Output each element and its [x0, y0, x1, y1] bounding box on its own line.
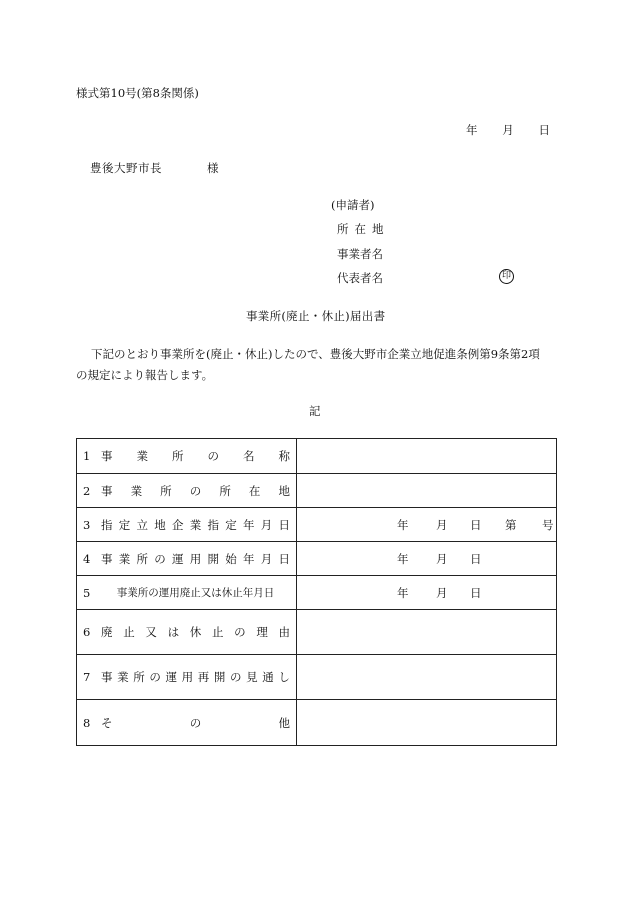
row-label [101, 669, 290, 685]
table-row [77, 700, 557, 746]
value-month: 月 [436, 551, 448, 566]
table-row [77, 610, 557, 655]
document-title: 事業所(廃止・休止)届出書 [246, 309, 386, 323]
label-char: 指 [101, 517, 113, 532]
table-row [77, 474, 557, 508]
row-label [101, 517, 290, 533]
table-row [77, 655, 557, 700]
label-char: の [207, 449, 219, 463]
value-dai: 第 [505, 517, 517, 532]
applicant-representative-label: 代表者名 [337, 271, 383, 285]
row-number: 6 [83, 625, 91, 639]
ki-heading: 記 [309, 404, 321, 418]
row-label [101, 624, 290, 640]
row-label [101, 448, 290, 464]
label-char: 所 [219, 483, 231, 498]
row-number: 1 [83, 449, 91, 463]
row-value-cell[interactable] [297, 508, 557, 542]
label-char: 開 [207, 551, 219, 566]
date-day: 日 [538, 123, 550, 137]
label-char: 他 [278, 715, 290, 730]
row-label [101, 551, 290, 567]
label-char: 止 [123, 625, 135, 639]
row-label-cell [77, 700, 297, 746]
label-char: の [189, 715, 202, 730]
label-char: 用 [181, 670, 194, 684]
label-char: 月 [260, 517, 273, 532]
row-number: 3 [83, 517, 91, 532]
row-label-cell [77, 610, 297, 655]
label-char: 所 [133, 670, 145, 684]
row-number: 2 [83, 483, 91, 498]
label-char: 用 [189, 551, 202, 566]
row-value-cell[interactable] [297, 700, 557, 746]
table-row [77, 542, 557, 576]
applicant-address-label: 所在地 [337, 222, 390, 236]
label-char: 又 [145, 625, 157, 639]
label-char: 所 [160, 483, 172, 498]
row-number: 4 [83, 551, 91, 566]
label-char: 企 [172, 517, 184, 532]
value-day: 日 [470, 517, 482, 532]
label-char: の [154, 551, 166, 566]
label-char: 事 [101, 449, 113, 463]
label-char: の [230, 670, 242, 684]
label-char: そ [101, 715, 113, 730]
label-char: 月 [260, 551, 273, 566]
row-number: 8 [83, 715, 91, 730]
row-label [101, 483, 290, 499]
label-char: は [167, 625, 180, 639]
row-label-cell [77, 576, 297, 610]
label-char: 立 [136, 517, 148, 532]
value-year: 年 [397, 551, 409, 566]
value-year: 年 [397, 517, 409, 532]
row-value-cell[interactable] [297, 542, 557, 576]
row-number: 5 [83, 585, 91, 600]
label-char: 再 [197, 670, 210, 684]
label-char: 由 [278, 625, 290, 639]
value-day: 日 [470, 551, 482, 566]
addressee-name: 豊後大野市長 [90, 161, 162, 175]
label-char: 定 [118, 517, 131, 532]
applicant-company-label: 事業者名 [337, 247, 383, 261]
label-char: 始 [225, 551, 237, 566]
row-value-cell[interactable] [297, 474, 557, 508]
label-char: し [278, 670, 290, 684]
label-char: 日 [278, 517, 290, 532]
label-char: 事 [101, 551, 113, 566]
seal-mark: 印 [499, 269, 514, 284]
label-char: 業 [117, 670, 129, 684]
label-char: 事 [101, 483, 113, 498]
label-char: 事 [101, 670, 113, 684]
table-row [77, 508, 557, 542]
label-char: 所 [172, 449, 184, 463]
label-char: 通 [262, 670, 274, 684]
row-label [101, 715, 290, 731]
addressee-honorific: 様 [207, 161, 219, 175]
label-char: 運 [165, 670, 177, 684]
label-char: 地 [154, 517, 166, 532]
label-char: 年 [243, 551, 255, 566]
row-value-cell[interactable] [297, 439, 557, 474]
row-label: 事業所の運用廃止又は休止年月日 [116, 587, 275, 599]
label-char: 理 [256, 625, 268, 639]
table-row [77, 439, 557, 474]
row-value-cell[interactable] [297, 576, 557, 610]
value-year: 年 [397, 585, 409, 600]
label-char: 名 [243, 449, 255, 463]
row-label-cell [77, 655, 297, 700]
row-label-cell [77, 508, 297, 542]
label-char: 年 [243, 517, 255, 532]
label-char: 称 [278, 449, 290, 463]
label-char: の [149, 670, 161, 684]
label-char: 業 [130, 483, 143, 498]
row-value-cell[interactable] [297, 610, 557, 655]
value-month: 月 [436, 585, 448, 600]
label-char: 指 [207, 517, 219, 532]
body-text-line-1: 下記のとおり事業所を(廃止・休止)したので、豊後大野市企業立地促進条例第9条第2項 [91, 347, 540, 361]
label-char: 廃 [101, 625, 113, 639]
date-month: 月 [502, 123, 514, 137]
form-number: 様式第10号(第8条関係) [76, 86, 199, 100]
label-char: 所 [136, 551, 148, 566]
date-line [466, 123, 550, 137]
details-table [76, 438, 557, 746]
label-char: 在 [248, 483, 261, 498]
label-char: の [234, 625, 246, 639]
row-value-cell[interactable] [297, 655, 557, 700]
label-char: 業 [118, 551, 131, 566]
label-char: 休 [189, 625, 202, 639]
label-char: の [189, 483, 202, 498]
label-char: 業 [189, 517, 202, 532]
label-char: 日 [278, 551, 290, 566]
table-row [77, 576, 557, 610]
value-day: 日 [470, 585, 482, 600]
value-go: 号 [542, 517, 554, 532]
label-char: 業 [136, 449, 148, 463]
label-char: 運 [172, 551, 184, 566]
label-char: 見 [246, 670, 258, 684]
row-number: 7 [83, 670, 91, 684]
date-year: 年 [466, 123, 478, 137]
label-char: 止 [211, 625, 224, 639]
label-char: 開 [213, 670, 226, 684]
label-char: 定 [225, 517, 237, 532]
value-month: 月 [436, 517, 448, 532]
row-label-cell [77, 474, 297, 508]
applicant-heading: (申請者) [331, 198, 375, 212]
row-label-cell [77, 542, 297, 576]
body-text-line-2: の規定により報告します。 [76, 368, 214, 382]
row-label-cell [77, 439, 297, 474]
label-char: 地 [278, 483, 290, 498]
